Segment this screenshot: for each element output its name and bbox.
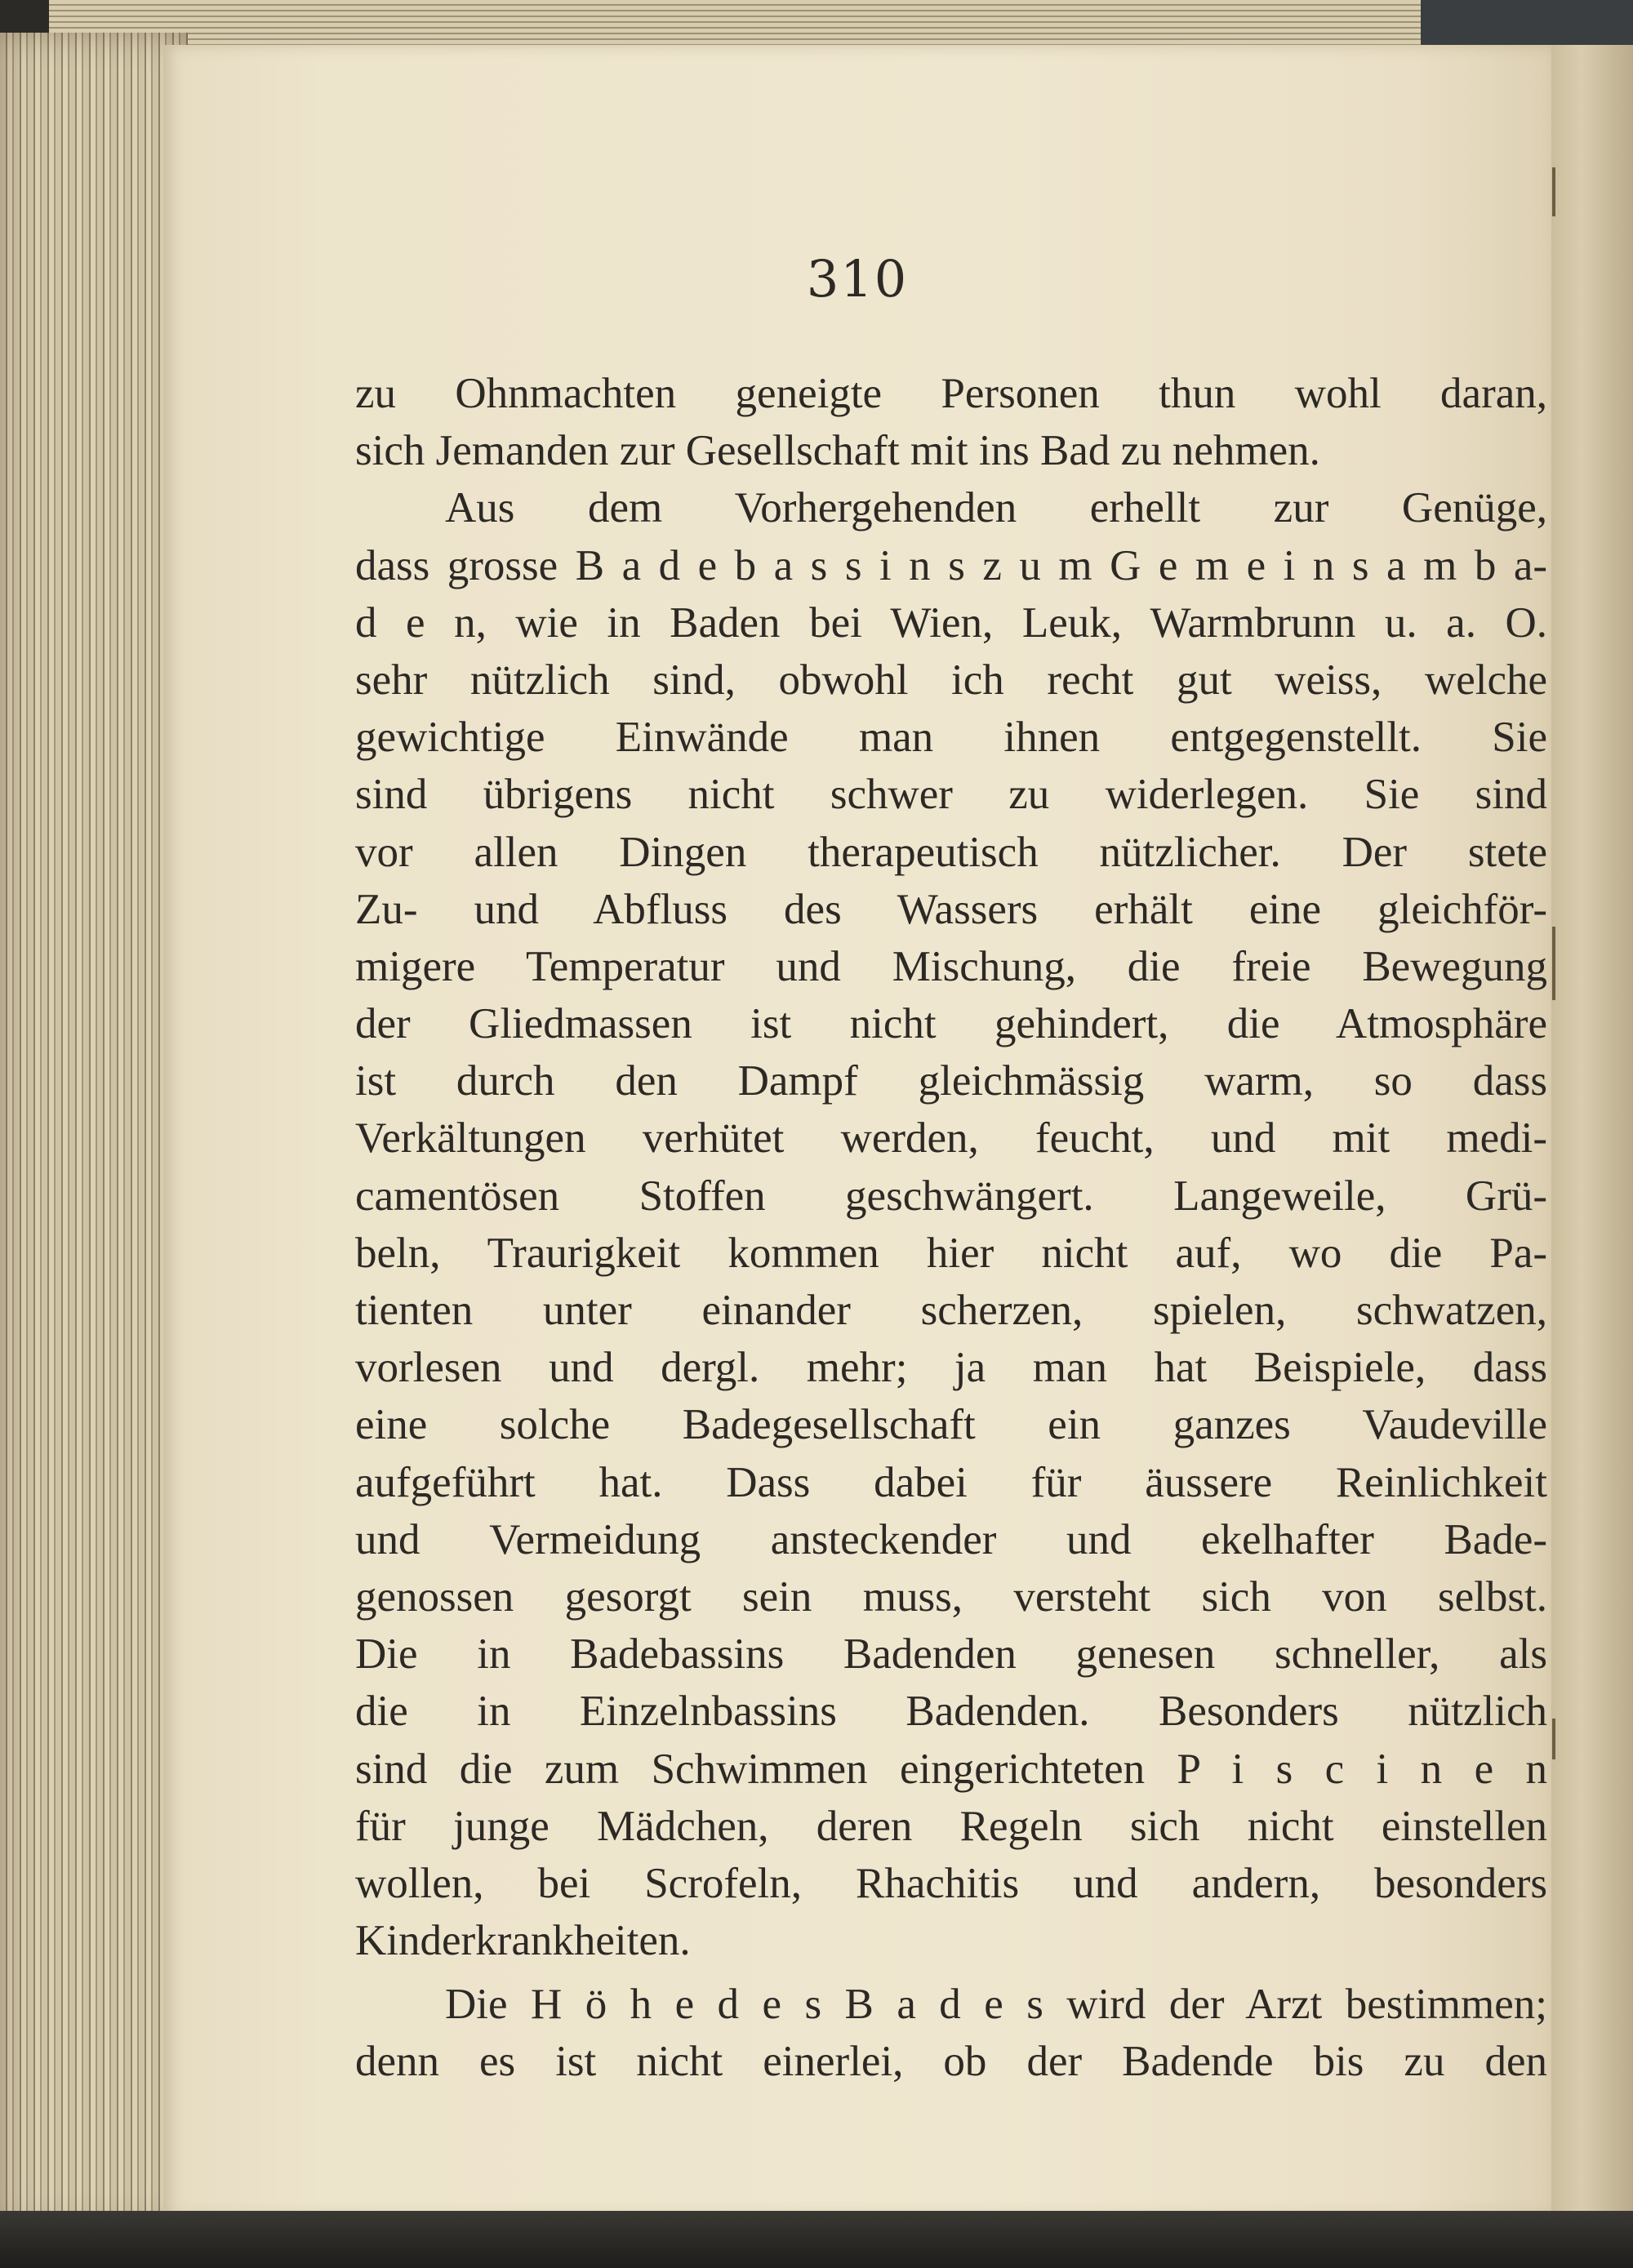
book-page xyxy=(163,45,1551,2217)
edge-mark xyxy=(1552,927,1555,1000)
text-line: camentösen Stoffen geschwängert. Langeweile, Grü- xyxy=(355,1172,1547,1220)
right-fore-edge xyxy=(1547,45,1633,2217)
text-line: sich Jemanden zur Gesellschaft mit ins Bad zu nehmen. xyxy=(355,427,1320,475)
text-line: beln, Traurigkeit kommen hier nicht auf, wo die Pa- xyxy=(355,1229,1547,1277)
edge-mark xyxy=(1552,167,1555,216)
text-line: vorlesen und dergl. mehr; ja man hat Beispiele, dass xyxy=(355,1344,1547,1392)
text-line: Aus dem Vorhergehenden erhellt zur Genüge, xyxy=(445,484,1547,532)
text-line: sind übrigens nicht schwer zu widerlegen. Sie sind xyxy=(355,771,1547,819)
text-line: sind die zum Schwimmen eingerichteten P i s c i n e n xyxy=(355,1745,1547,1793)
left-page-edges xyxy=(0,33,188,2229)
text-line: ist durch den Dampf gleichmässig warm, so dass xyxy=(355,1057,1547,1105)
text-line: aufgeführt hat. Dass dabei für äussere Reinlichkeit xyxy=(355,1458,1547,1506)
text-line: Die H ö h e d e s B a d e s wird der Arzt bestimmen; xyxy=(445,1981,1547,2029)
page-number: 310 xyxy=(806,249,909,309)
text-line: für junge Mädchen, deren Regeln sich nicht einstellen xyxy=(355,1802,1547,1850)
text-line: die in Einzelnbassins Badenden. Besonders nützlich xyxy=(355,1688,1547,1736)
text-line: vor allen Dingen therapeutisch nützlicher. Der stete xyxy=(355,828,1547,876)
edge-mark xyxy=(1552,1719,1555,1759)
text-line: denn es ist nicht einerlei, ob der Badende bis zu den xyxy=(355,2038,1547,2086)
text-line: Kinderkrankheiten. xyxy=(355,1917,691,1965)
text-line: d e n, wie in Baden bei Wien, Leuk, Warmbrunn u. a. O. xyxy=(355,598,1547,647)
text-line: dass grosse B a d e b a s s i n s z u m G e m e i n s a m b a- xyxy=(355,541,1547,589)
text-line: migere Temperatur und Mischung, die freie Bewegung xyxy=(355,942,1547,990)
text-line: Zu- und Abfluss des Wassers erhält eine gleichför- xyxy=(355,885,1547,933)
text-line: tienten unter einander scherzen, spielen, schwatzen, xyxy=(355,1287,1547,1334)
text-line: und Vermeidung ansteckender und ekelhafter Bade- xyxy=(355,1515,1547,1563)
text-line: wollen, bei Scrofeln, Rhachitis und andern, besonders xyxy=(355,1859,1547,1907)
text-line: sehr nützlich sind, obwohl ich recht gut weiss, welche xyxy=(355,656,1547,704)
text-line: genossen gesorgt sein muss, versteht sich von selbst. xyxy=(355,1572,1547,1621)
text-line: der Gliedmassen ist nicht gehindert, die Atmosphäre xyxy=(355,1000,1547,1048)
body-text xyxy=(355,365,1547,2091)
background-corner xyxy=(1421,0,1633,49)
bottom-shadow xyxy=(0,2211,1633,2268)
text-line: eine solche Badegesellschaft ein ganzes Vaudeville xyxy=(355,1401,1547,1449)
text-line: Die in Badebassins Badenden genesen schneller, als xyxy=(355,1630,1547,1679)
text-line: zu Ohnmachten geneigte Personen thun wohl daran, xyxy=(355,370,1547,417)
text-line: gewichtige Einwände man ihnen entgegenstellt. Sie xyxy=(355,714,1547,762)
top-page-edges xyxy=(49,0,1633,45)
text-line: Verkältungen verhütet werden, feucht, und mit medi- xyxy=(355,1114,1547,1163)
